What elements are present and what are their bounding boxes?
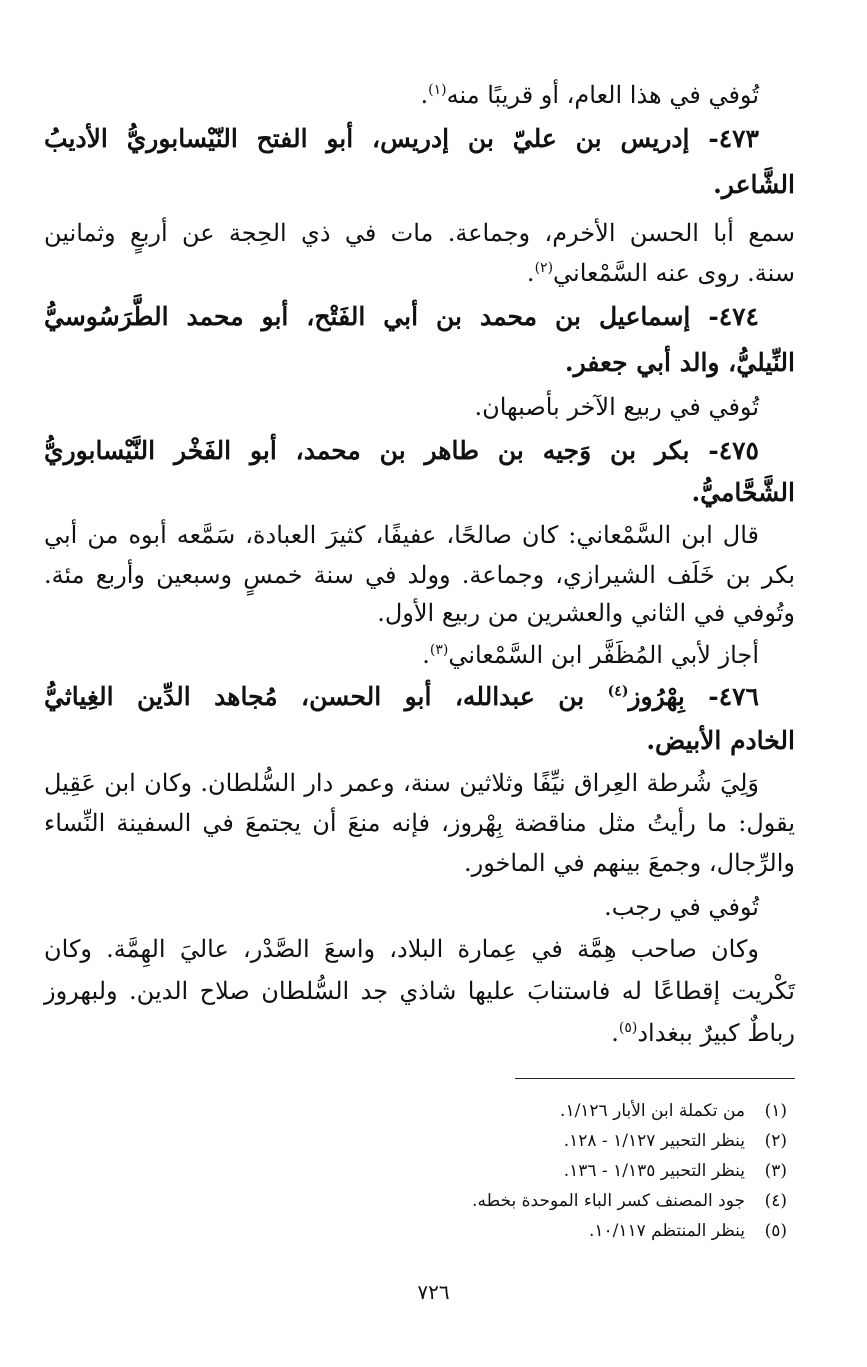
footnote-item xyxy=(44,1216,787,1246)
footnote-item xyxy=(44,1126,787,1156)
text-line: تُوفي في ربيع الآخر بأصبهان. xyxy=(474,393,759,421)
footnote-item xyxy=(44,1186,787,1216)
entry-heading: ٤٧٣- إدريس بن عليّ بن إدريس، أبو الفتح النّيْسابوريُّ الأديبُ xyxy=(44,124,759,153)
entry-heading-cont: النِّيليُّ، والد أبي جعفر. xyxy=(564,348,795,377)
entry-heading: ٤٧٦- بِهْرُوز$^{(٤)}$ بن عبدالله، أبو الحسن، مُجاهد الدِّين الغِياثيُّ xyxy=(44,682,759,711)
footnote-number: (٥) xyxy=(764,1221,787,1241)
text-line: وَلِيَ شُرطة العِراق نيِّفًا وثلاثين سنة، وعمر دار السُّلطان. وكان ابن عَقِيل xyxy=(44,769,759,797)
footnotes xyxy=(44,1096,787,1246)
entry-heading-cont: الخادم الأبيض. xyxy=(646,726,795,755)
footnote-item xyxy=(44,1156,787,1186)
footnote-number: (١) xyxy=(764,1101,787,1121)
text-line: والرِّجال، وجمعَ بينهم في الماخور. xyxy=(463,849,795,877)
text-line: سنة. روى عنه السَّمْعاني$^{(٢)}$. xyxy=(526,259,795,287)
text-line: تُوفي في رجب. xyxy=(604,893,759,921)
text-line: أجاز لأبي المُظَفَّر ابن السَّمْعاني$^{(٣)}$. xyxy=(422,641,759,669)
text-line: سمع أبا الحسن الأخرم، وجماعة. مات في ذي الحِجة عن أربعٍ وثمانين xyxy=(44,219,795,247)
footnote-number: (٢) xyxy=(764,1131,787,1151)
text-line: بكر بن خَلَف الشيرازي، وجماعة. وولد في سنة خمسٍ وسبعين وأربع مئة. xyxy=(44,561,795,589)
footnote-text: جود المصنف كسر الباء الموحدة بخطه. xyxy=(472,1191,745,1211)
footnote-number: (٣) xyxy=(764,1161,787,1181)
footnote-ref[interactable]: (٢) xyxy=(534,260,554,276)
text-line: قال ابن السَّمْعاني: كان صالحًا، عفيفًا، كثيرَ العبادة، سَمَّعه أبوه من أبي xyxy=(44,521,759,549)
entry-heading: ٤٧٥- بكر بن وَجيه بن طاهر بن محمد، أبو الفَخْر النَّيْسابوريُّ xyxy=(44,436,759,465)
entry-heading-cont: الشَّحَّاميُّ. xyxy=(691,478,795,507)
text-line: رباطٌ كبيرٌ ببغداد$^{(٥)}$. xyxy=(611,1019,795,1047)
footnote-ref[interactable]: (٤) xyxy=(607,683,629,700)
page-number: ٧٢٦ xyxy=(417,1280,450,1304)
footnote-text: ينظر التحبير ١/١٣٥ - ١٣٦. xyxy=(563,1161,745,1181)
footnote-number: (٤) xyxy=(764,1191,787,1211)
entry-heading: ٤٧٤- إسماعيل بن محمد بن أبي الفَتْح، أبو محمد الطَّرَسُوسيُّ xyxy=(44,302,759,331)
footnote-text: ينظر التحبير ١/١٢٧ - ١٢٨. xyxy=(563,1131,745,1151)
footnote-text: من تكملة ابن الأبار ١/١٢٦. xyxy=(560,1101,745,1121)
footnote-divider xyxy=(515,1078,795,1079)
text-line: وتُوفي في الثاني والعشرين من ربيع الأول. xyxy=(377,599,795,627)
text-line: تَكْريت إقطاعًا له فاستنابَ عليها شاذي جد السُّلطان صلاح الدين. ولبهروز xyxy=(44,977,795,1005)
footnote-ref[interactable]: (٥) xyxy=(618,1020,638,1036)
text-line: وكان صاحب هِمَّة في عِمارة البلاد، واسعَ الصَّدْر، عاليَ الهِمَّة. وكان xyxy=(44,935,759,963)
footnote-text: ينظر المنتظم ١٠/١١٧. xyxy=(588,1221,745,1241)
footnote-ref[interactable]: (١) xyxy=(428,82,447,98)
footnote-item xyxy=(44,1096,787,1126)
text-line: يقول: ما رأيتُ مثل مناقضة بِهْروز، فإنه منعَ أن يجتمعَ في السفينة النِّساء xyxy=(44,809,795,837)
footnote-ref[interactable]: (٣) xyxy=(429,642,449,658)
text-line: تُوفي في هذا العام، أو قريبًا منه$^{(١)}$. xyxy=(420,81,759,109)
entry-heading-cont: الشَّاعر. xyxy=(713,170,795,199)
